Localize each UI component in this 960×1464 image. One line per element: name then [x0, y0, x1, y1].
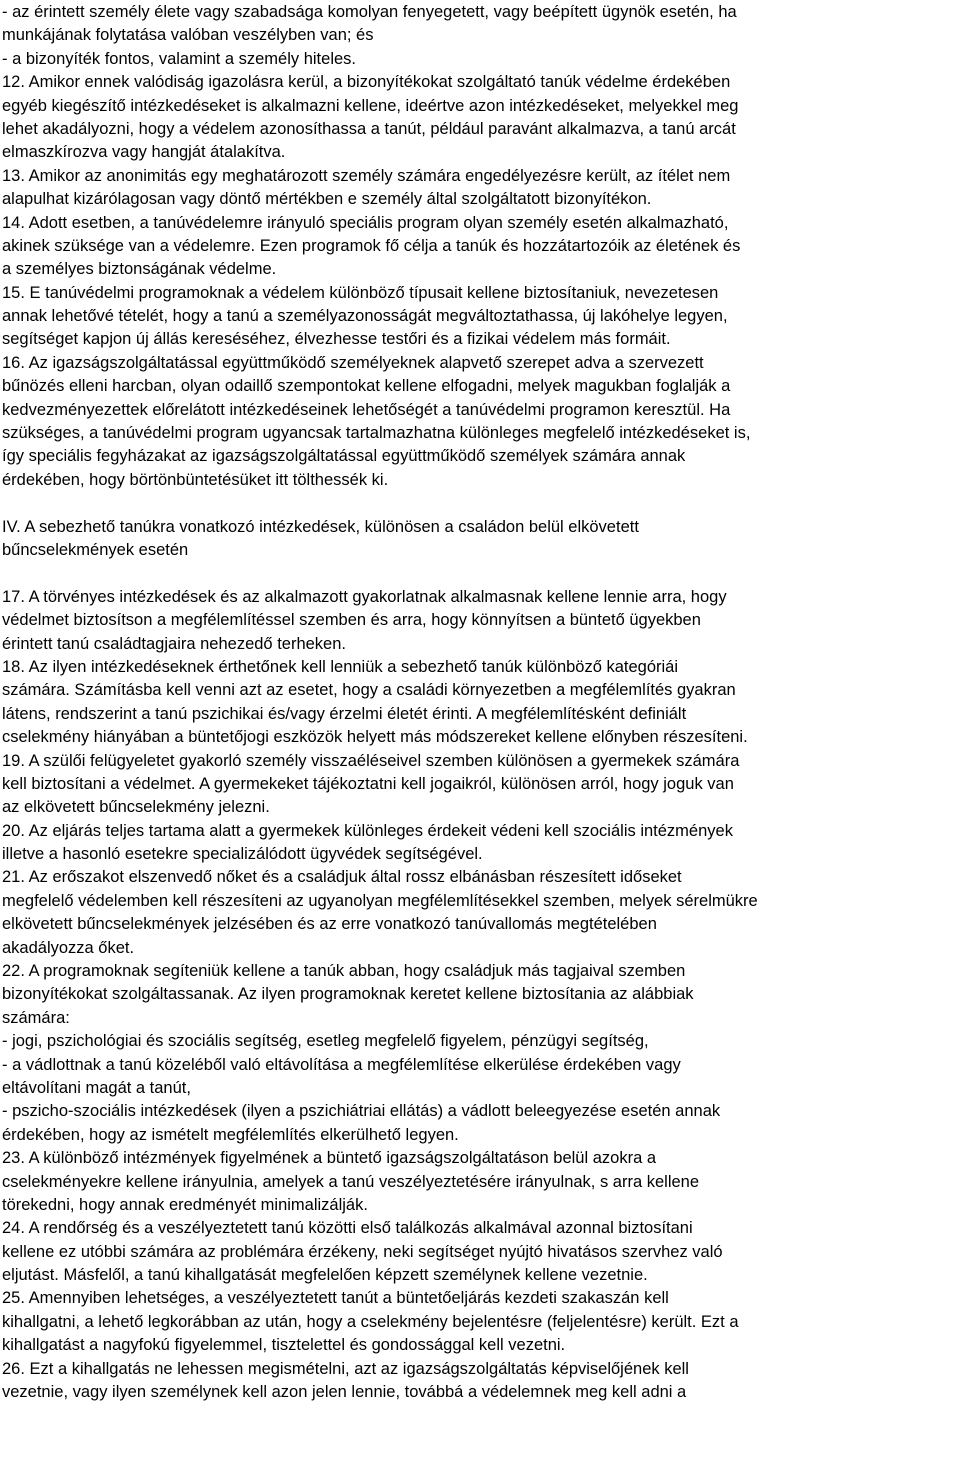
text-line: - az érintett személy élete vagy szabadsága komolyan fenyegetett, vagy beépített ügynök esetén, ha — [2, 3, 737, 21]
text-line: kihallgatást a nagyfokú figyelemmel, tisztelettel és gondossággal kell vezetni. — [2, 1336, 566, 1355]
text-line: elkövetett bűncselekmények jelzésében és az erre vonatkozó tanúvallomás megtételében — [2, 915, 657, 934]
text-line: eljutást. Másfelől, a tanú kihallgatását megfelelően képzett személynek kellene vezetnie. — [2, 1266, 648, 1285]
text-line: 25. Amennyiben lehetséges, a veszélyeztetett tanút a büntetőeljárás kezdeti szakaszán kell — [2, 1289, 669, 1308]
text-line: akadályozza őket. — [2, 938, 135, 957]
text-line: munkájának folytatása valóban veszélyben van; és — [2, 26, 374, 45]
text-line: annak lehetővé tételét, hogy a tanú a személyazonosságát megváltoztathassa, új lakóhelye legyen, — [2, 307, 728, 326]
text-line: bűnözés elleni harcban, olyan odaillő szempontokat kellene elfogadni, melyek magukban foglalják a — [2, 377, 731, 396]
text-line: 21. Az erőszakot elszenvedő nőket és a családjuk által rossz elbánásban részesített időseket — [2, 868, 682, 887]
text-line: kellene ez utóbbi számára az problémára érzékeny, neki segítséget nyújtó hivatásos szervhez való — [2, 1242, 723, 1261]
text-line: bűncselekmények esetén — [2, 540, 189, 559]
blank-line — [2, 492, 960, 515]
text-line: így speciális fegyházakat az igazságszolgáltatással együttműködő személyek számára annak — [2, 447, 686, 466]
text-line: érintett tanú családtagjaira nehezedő terheken. — [2, 634, 346, 653]
text-line: 26. Ezt a kihallgatás ne lehessen megismételni, azt az igazságszolgáltatás képviselőjének kell — [2, 1359, 689, 1378]
text-line: 22. A programoknak segíteniük kellene a tanúk abban, hogy családjuk más tagjaival szemben — [2, 962, 686, 981]
text-line: 14. Adott esetben, a tanúvédelemre irányuló speciális program olyan személy esetén alkalmazható, — [2, 213, 729, 232]
text-line: kihallgatni, a lehető legkorábban az után, hogy a cselekmény bejelentésre (feljelentésre) került. Ezt a — [2, 1312, 739, 1331]
text-line: - a bizonyíték fontos, valamint a személy hiteles. — [2, 49, 356, 68]
text-line: elmaszkírozva vagy hangját átalakítva. — [2, 143, 286, 162]
text-line: számára: — [2, 1008, 70, 1027]
text-line: 19. A szülői felügyeletet gyakorló személy visszaéléseivel szemben különösen a gyermekek számára — [2, 751, 740, 770]
text-line: 13. Amikor az anonimitás egy meghatározott személy számára engedélyezésre került, az ítélet nem — [2, 166, 731, 185]
text-line: számára. Számításba kell venni azt az esetet, hogy a családi környezetben a megfélemlítés gyakran — [2, 681, 736, 700]
blank-line — [2, 562, 960, 585]
text-line: bizonyítékokat szolgáltassanak. Az ilyen programoknak keretet kellene biztosítania az alábbiak — [2, 985, 694, 1004]
text-line: 16. Az igazságszolgáltatással együttműködő személyeknek alapvető szerepet adva a szervezett — [2, 353, 704, 372]
text-line: 20. Az eljárás teljes tartama alatt a gyermekek különleges érdekeit védeni kell szociális intézmények — [2, 821, 733, 840]
text-line: segítséget kapjon új állás kereséséhez, élvezhesse testőri és a fizikai védelem más formáit. — [2, 330, 671, 349]
text-line: alapulhat kizárólagosan vagy döntő mértékben e személy által szolgáltatott bizonyítékon. — [2, 190, 652, 209]
text-line: kedvezményezettek előrelátott intézkedéseinek lehetőségét a tanúvédelmi programon keresztül. Ha — [2, 400, 731, 419]
text-line: az elkövetett bűncselekmény jelezni. — [2, 798, 270, 817]
text-line: lehet akadályozni, hogy a védelem azonosíthassa a tanút, például paravánt alkalmazva, a tanú arcát — [2, 119, 736, 138]
text-line: eltávolítani magát a tanút, — [2, 1078, 191, 1097]
text-line: látens, rendszerint a tanú pszichikai és/vagy érzelmi életét érinti. A megfélemlítésként definiált — [2, 704, 687, 723]
text-line: kell biztosítani a védelmet. A gyermekeket tájékoztatni kell jogaikról, különösen arról, hogy joguk van — [2, 774, 734, 793]
text-line: védelmet biztosítson a megfélemlítéssel szemben és arra, hogy könnyítsen a büntető ügyekben — [2, 611, 701, 630]
text-line: érdekében, hogy az ismételt megfélemlítés elkerülhető legyen. — [2, 1125, 459, 1144]
text-line: vezetnie, vagy ilyen személynek kell azon jelen lennie, továbbá a védelemnek meg kell adni a — [2, 1383, 687, 1402]
text-line: cselekményekre kellene irányulnia, amelyek a tanú veszélyeztetésére irányulnak, s arra kellene — [2, 1172, 700, 1191]
text-line: 18. Az ilyen intézkedéseknek érthetőnek kell lenniük a sebezhető tanúk különböző kategóriái — [2, 657, 679, 676]
text-line: illetve a hasonló esetekre specializálódott ügyvédek segítségével. — [2, 845, 483, 864]
text-line: 17. A törvényes intézkedések és az alkalmazott gyakorlatnak alkalmasnak kellene lennie arra, hogy — [2, 587, 727, 606]
text-line: akinek szüksége van a védelemre. Ezen programok fő célja a tanúk és hozzátartozóik az életének és — [2, 236, 741, 255]
text-line: törekedni, hogy annak eredményét minimalizálják. — [2, 1195, 368, 1214]
text-line: - pszicho-szociális intézkedések (ilyen a pszichiátriai ellátás) a vádlott beleegyezése esetén annak — [2, 1102, 721, 1121]
text-line: szükséges, a tanúvédelmi program ugyancsak tartalmazhatna különleges megfelelő intézkedéseket is, — [2, 424, 751, 443]
text-line: 15. E tanúvédelmi programoknak a védelem különböző típusait kellene biztosítaniuk, nevezetesen — [2, 283, 719, 302]
text-line: 12. Amikor ennek valódiság igazolásra kerül, a bizonyítékokat szolgáltató tanúk védelme érdekében — [2, 73, 731, 92]
text-line: megfelelő védelemben kell részesíteni az ugyanolyan megfélemlítésekkel szemben, melyek sérelmükre — [2, 891, 758, 910]
text-line: egyéb kiegészítő intézkedéseket is alkalmazni kellene, ideértve azon intézkedéseket, melyekkel meg — [2, 96, 739, 115]
text-line: 23. A különböző intézmények figyelmének a büntető igazságszolgáltatáson belül azokra a — [2, 1149, 657, 1168]
text-line: - jogi, pszichológiai és szociális segítség, esetleg megfelelő figyelem, pénzügyi segítség, — [2, 1032, 649, 1051]
text-line: a személyes biztonságának védelme. — [2, 260, 277, 279]
text-line: - a vádlottnak a tanú közeléből való eltávolítása a megfélemlítése elkerülése érdekében vagy — [2, 1055, 681, 1074]
text-line: cselekmény hiányában a büntetőjogi eszközök helyett más módszereket kellene előnyben részesíteni. — [2, 728, 748, 747]
text-line: IV. A sebezhető tanúkra vonatkozó intézkedések, különösen a családon belül elkövetett — [2, 517, 639, 536]
text-line: érdekében, hogy börtönbüntetésüket itt tölthessék ki. — [2, 470, 389, 489]
text-line: 24. A rendőrség és a veszélyeztetett tanú közötti első találkozás alkalmával azonnal biztosítani — [2, 1219, 693, 1238]
